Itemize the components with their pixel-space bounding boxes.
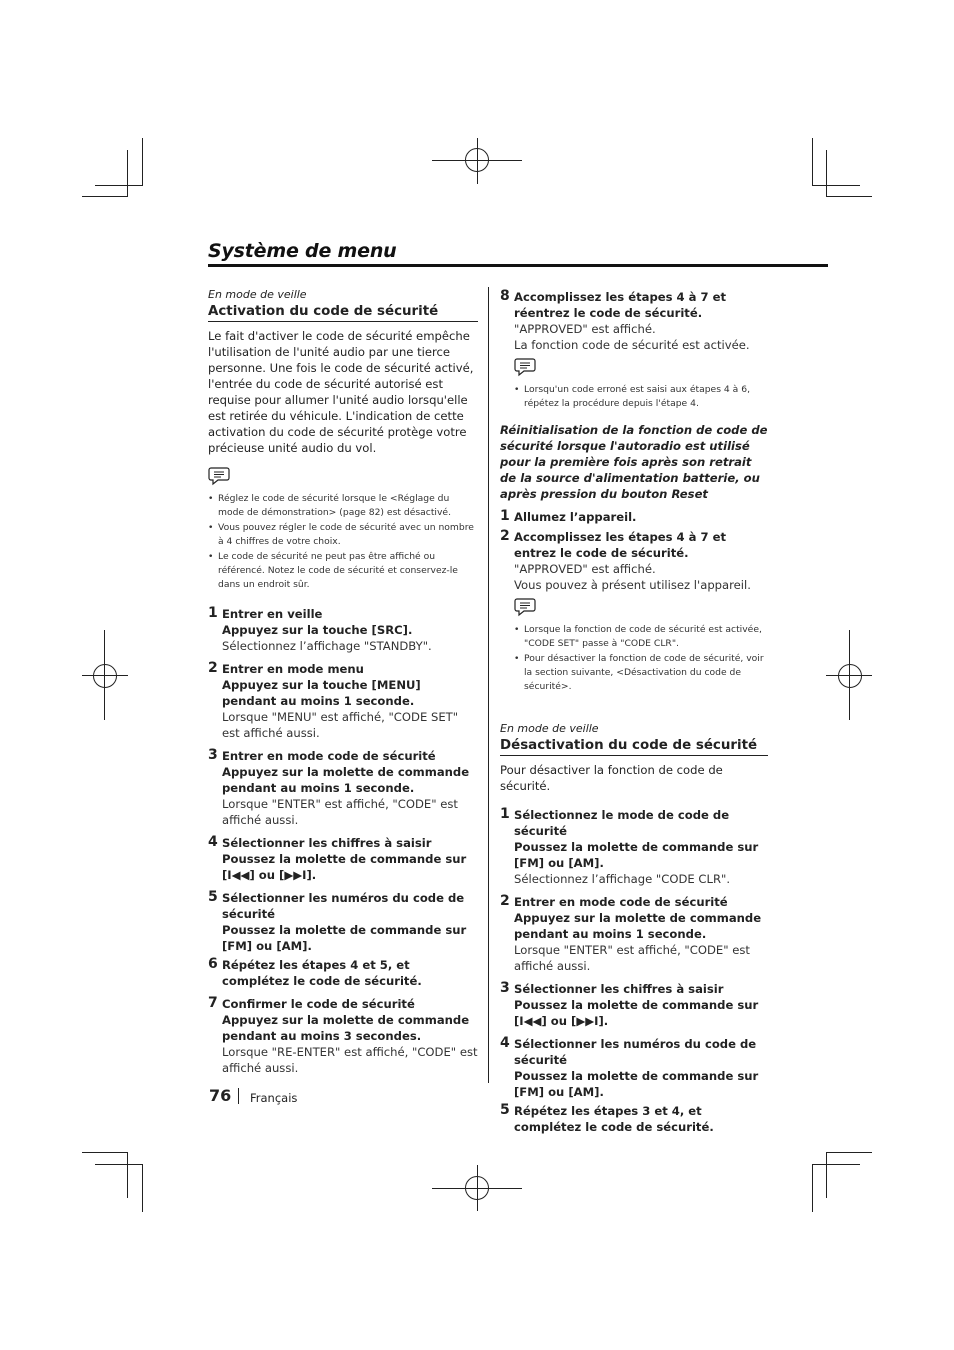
step-action: Poussez la molette de commande sur [FM] ou [AM]. xyxy=(514,1068,759,1099)
step-result: Lorsque "MENU" est affiché, "CODE SET" est affiché aussi. xyxy=(222,709,459,740)
step-result: Sélectionnez l’affichage "STANDBY". xyxy=(222,638,432,653)
step-title: Accomplissez les étapes 4 à 7 et entrez le code de sécurité. xyxy=(514,529,727,560)
step-number: 3 xyxy=(208,746,218,763)
step-action: Appuyez sur la molette de commande pendant au moins 1 seconde. xyxy=(222,764,470,795)
left-column xyxy=(208,287,478,1076)
step xyxy=(208,606,478,654)
step-result: Lorsque "ENTER" est affiché, "CODE" est affiché aussi. xyxy=(222,796,458,827)
step-number: 7 xyxy=(208,994,218,1011)
section-heading: Activation du code de sécurité xyxy=(208,304,478,322)
step-title: Accomplissez les étapes 4 à 7 et réentrez le code de sécurité. xyxy=(514,290,727,320)
note-icon xyxy=(514,357,536,377)
step-title: Sélectionner les numéros du code de sécurité xyxy=(222,890,465,921)
step-result: Lorsque "ENTER" est affiché, "CODE" est affiché aussi. xyxy=(514,942,750,973)
step-title: Répétez les étapes 4 et 5, et complétez le code de sécurité. xyxy=(222,957,422,988)
step-action: Poussez la molette de commande sur [I◀◀] ou [▶▶I]. xyxy=(514,997,759,1028)
step-number: 1 xyxy=(208,604,218,621)
step-number: 6 xyxy=(208,955,218,972)
intro-text: Le fait d'activer le code de sécurité empêche l'utilisation de l'unité audio par une tierce personne. Une fois le code de sécurité activé, l'entrée du code de sécurité autorisé est requise pour allumer l'unité audio lorsqu'elle est retirée du véhicule. L'indication de cette activation du code de sécurité protège votre précieuse unité audio du vol. xyxy=(208,329,474,455)
step xyxy=(500,807,768,887)
step xyxy=(500,1036,768,1100)
step-number: 2 xyxy=(208,659,218,676)
step xyxy=(500,289,768,412)
note-item: • Réglez le code de sécurité lorsque le <Réglage du mode de démonstration> (page 82) est désactivé. xyxy=(208,492,478,521)
step xyxy=(500,509,768,525)
step-number: 8 xyxy=(500,288,510,304)
step-title: Entrer en veille xyxy=(222,606,323,621)
step-title: Sélectionner les numéros du code de sécurité xyxy=(514,1036,757,1067)
step-action: Poussez la molette de commande sur [FM] ou [AM]. xyxy=(222,922,467,953)
step-title: Entrer en mode code de sécurité xyxy=(514,894,728,909)
step-action: Poussez la molette de commande sur [I◀◀] ou [▶▶I]. xyxy=(222,851,467,882)
step xyxy=(500,1103,768,1135)
mode-label: En mode de veille xyxy=(500,721,599,735)
step xyxy=(208,890,478,954)
step xyxy=(500,981,768,1029)
step xyxy=(500,894,768,974)
step-result: "APPROVED" est affiché. xyxy=(514,561,656,576)
step-number: 2 xyxy=(500,892,510,909)
step xyxy=(208,957,478,989)
column-divider xyxy=(488,287,489,1083)
step-action: Appuyez sur la molette de commande pendant au moins 1 seconde. xyxy=(514,910,762,941)
step-number: 5 xyxy=(208,888,218,905)
intro-text: Pour désactiver la fonction de code de sécurité. xyxy=(500,762,723,793)
step xyxy=(208,996,478,1076)
step xyxy=(500,529,768,695)
note-item: • Le code de sécurité ne peut pas être affiché ou référencé. Notez le code de sécurité et conservez-le dans un endroit sûr. xyxy=(208,550,478,593)
reset-heading: Réinitialisation de la fonction de code de sécurité lorsque l'autoradio est utilisé pour la première fois après son retrait de la source d'alimentation batterie, ou après pression du bouton Reset xyxy=(500,422,768,501)
step-result: Lorsque "RE-ENTER" est affiché, "CODE" est affiché aussi. xyxy=(222,1044,478,1075)
step-title: Entrer en mode code de sécurité xyxy=(222,748,436,763)
step-title: Sélectionner les chiffres à saisir xyxy=(514,981,724,996)
step-title: Confirmer le code de sécurité xyxy=(222,996,415,1011)
step-title: Répétez les étapes 3 et 4, et complétez le code de sécurité. xyxy=(514,1103,714,1134)
step-number: 4 xyxy=(208,833,218,850)
step xyxy=(208,661,478,741)
step-number: 1 xyxy=(500,507,510,524)
title-rule xyxy=(208,264,828,267)
step-title: Allumez l’appareil. xyxy=(514,509,637,524)
note-item: • Lorsque la fonction de code de sécurité est activée, "CODE SET" passe à "CODE CLR". xyxy=(514,623,768,652)
note-icon xyxy=(208,466,230,486)
step-title: Sélectionnez le mode de code de sécurité xyxy=(514,807,730,838)
footer-divider xyxy=(238,1088,239,1104)
note-item: • Vous pouvez régler le code de sécurité avec un nombre à 4 chiffres de votre choix. xyxy=(208,521,478,550)
note-icon xyxy=(514,597,536,617)
footer-language: Français xyxy=(250,1091,298,1105)
section-heading: Désactivation du code de sécurité xyxy=(500,738,768,756)
step-result: Vous pouvez à présent utilisez l'appareil. xyxy=(514,577,751,592)
step-action: Appuyez sur la touche [SRC]. xyxy=(222,622,413,637)
step-action: Appuyez sur la molette de commande pendant au moins 3 secondes. xyxy=(222,1012,470,1043)
page-number: 76 xyxy=(209,1086,232,1105)
note-item: • Lorsqu'un code erroné est saisi aux étapes 4 à 6, répétez la procédure depuis l'étape 4. xyxy=(514,383,768,412)
step xyxy=(208,748,478,828)
step-result: Sélectionnez l’affichage "CODE CLR". xyxy=(514,871,731,886)
step-number: 3 xyxy=(500,979,510,996)
step-action: Poussez la molette de commande sur [FM] ou [AM]. xyxy=(514,839,759,870)
right-column xyxy=(500,287,768,1135)
step-title: Entrer en mode menu xyxy=(222,661,364,676)
step-number: 1 xyxy=(500,805,510,822)
note-item: • Pour désactiver la fonction de code de sécurité, voir la section suivante, <Désactivation du code de sécurité>. xyxy=(514,652,768,695)
step-number: 5 xyxy=(500,1101,510,1118)
step-number: 2 xyxy=(500,527,510,544)
mode-label: En mode de veille xyxy=(208,288,307,301)
step-action: Appuyez sur la touche [MENU] pendant au moins 1 seconde. xyxy=(222,677,421,708)
step xyxy=(208,835,478,883)
step-number: 4 xyxy=(500,1034,510,1051)
step-result: La fonction code de sécurité est activée. xyxy=(514,338,750,352)
page-title: Système de menu xyxy=(208,240,397,262)
step-result: "APPROVED" est affiché. xyxy=(514,322,656,336)
step-title: Sélectionner les chiffres à saisir xyxy=(222,835,432,850)
